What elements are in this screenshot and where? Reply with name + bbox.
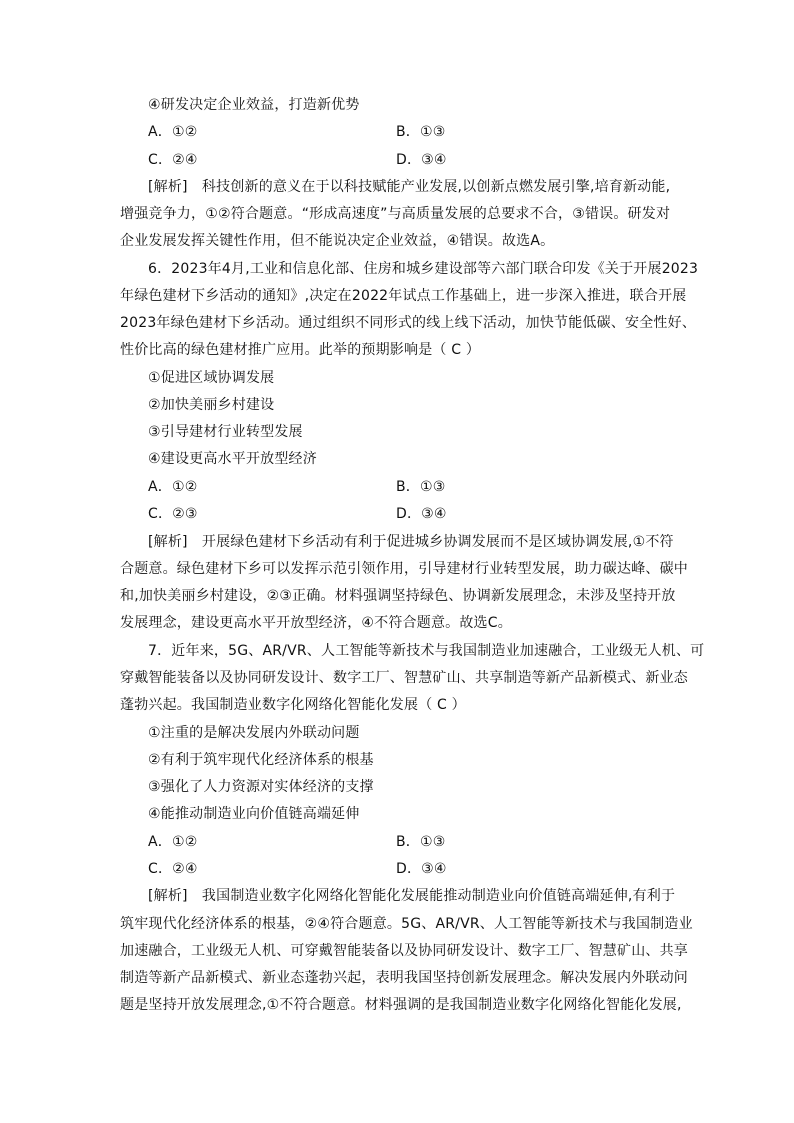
q7-option-a: A．①②	[148, 834, 198, 850]
q5-option-c: C．②④	[148, 152, 198, 168]
q5-analysis-line: [解析] 科技创新的意义在于以科技赋能产业发展,以创新点燃发展引擎,培育新动能,	[148, 179, 671, 195]
q7-item: ④能推动制造业向价值链高端延伸	[148, 806, 360, 822]
q7-item: ①注重的是解决发展内外联动问题	[148, 725, 360, 741]
q6-stem-line: 6．2023年4月,工业和信息化部、住房和城乡建设部等六部门联合印发《关于开展2023	[148, 261, 699, 277]
q6-stem-line: 性价比高的绿色建材推广应用。此举的预期影响是（ C ）	[120, 342, 481, 358]
q6-option-a: A．①②	[148, 479, 198, 495]
q6-item: ①促进区域协调发展	[148, 370, 275, 386]
q5-option-a: A．①②	[148, 124, 198, 140]
q6-analysis-line: 发展理念，建设更高水平开放型经济，④不符合题意。故选C。	[120, 615, 512, 631]
q6-stem-line: 2023年绿色建材下乡活动。通过组织不同形式的线上线下活动，加快节能低碳、安全性好、	[120, 315, 697, 331]
q7-stem-line: 穿戴智能装备以及协同研发设计、数字工厂、智慧矿山、共享制造等新产品新模式、新业态	[120, 670, 688, 686]
q5-option-d: D．③④	[396, 152, 447, 168]
q6-analysis-line: [解析] 开展绿色建材下乡活动有利于促进城乡协调发展而不是区域协调发展,①不符	[148, 534, 674, 550]
q7-option-d: D．③④	[396, 861, 447, 877]
q7-item: ③强化了人力资源对实体经济的支撑	[148, 779, 374, 795]
q7-stem-line: 7．近年来，5G、AR/VR、人工智能等新技术与我国制造业加速融合，工业级无人机、可	[148, 643, 705, 659]
q7-stem-line: 蓬勃兴起。我国制造业数字化网络化智能化发展（ C ）	[120, 697, 466, 713]
q6-option-c: C．②③	[148, 506, 198, 522]
q7-analysis-line: 筑牢现代化经济体系的根基，②④符合题意。5G、AR/VR、人工智能等新技术与我国制造业	[120, 916, 693, 932]
q5-item-4: ④研发决定企业效益，打造新优势	[148, 97, 360, 113]
q6-stem-line: 年绿色建材下乡活动的通知》,决定在2022年试点工作基础上，进一步深入推进，联合开展	[120, 288, 687, 304]
q7-option-c: C．②④	[148, 861, 198, 877]
q7-item: ②有利于筑牢现代化经济体系的根基	[148, 752, 374, 768]
q6-option-d: D．③④	[396, 506, 447, 522]
q7-analysis-line: 加速融合，工业级无人机、可穿戴智能装备以及协同研发设计、数字工厂、智慧矿山、共享	[120, 943, 688, 959]
q7-analysis-line: [解析] 我国制造业数字化网络化智能化发展能推动制造业向价值链高端延伸,有利于	[148, 888, 676, 904]
q5-option-b: B．①③	[396, 124, 446, 140]
q7-analysis-line: 题是坚持开放发展理念,①不符合题意。材料强调的是我国制造业数字化网络化智能化发展,	[120, 997, 682, 1013]
q5-analysis-line: 增强竞争力，①②符合题意。“形成高速度”与高质量发展的总要求不合，③错误。研发对	[120, 206, 671, 222]
q6-analysis-line: 和,加快美丽乡村建设，②③正确。材料强调坚持绿色、协调新发展理念，未涉及坚持开放	[120, 588, 676, 604]
q6-analysis-line: 合题意。绿色建材下乡可以发挥示范引领作用，引导建材行业转型发展，助力碳达峰、碳中	[120, 561, 688, 577]
q5-analysis-line: 企业发展发挥关键性作用，但不能说决定企业效益，④错误。故选A。	[120, 233, 555, 249]
q6-item: ②加快美丽乡村建设	[148, 397, 275, 413]
q6-item: ④建设更高水平开放型经济	[148, 451, 317, 467]
q6-item: ③引导建材行业转型发展	[148, 424, 303, 440]
q6-option-b: B．①③	[396, 479, 446, 495]
q7-option-b: B．①③	[396, 834, 446, 850]
q7-analysis-line: 制造等新产品新模式、新业态蓬勃兴起，表明我国坚持创新发展理念。解决发展内外联动问	[120, 970, 688, 986]
